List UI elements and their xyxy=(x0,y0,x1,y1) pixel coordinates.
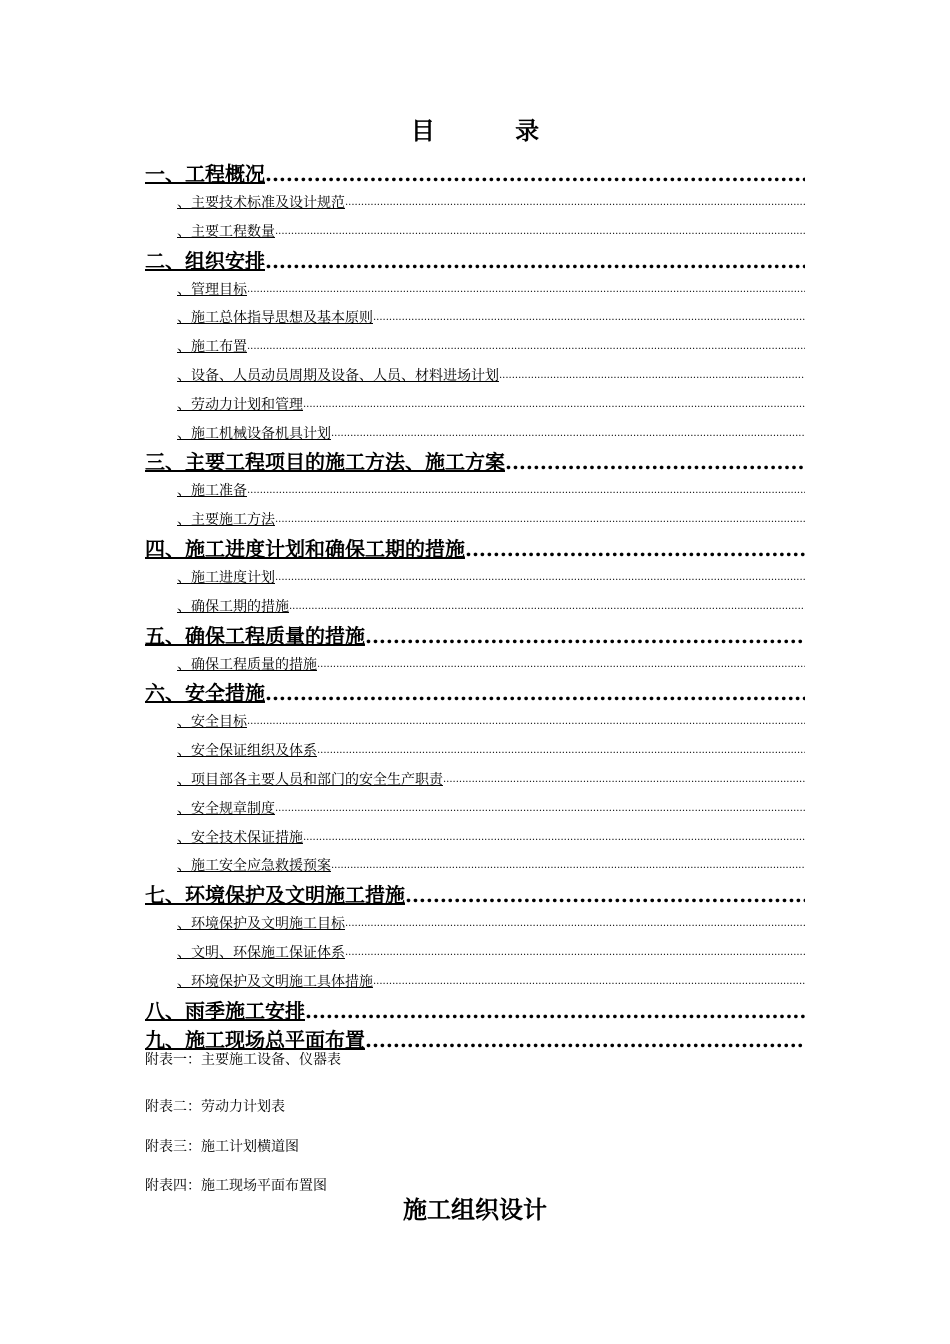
toc-entry-label: 、环境保护及文明施工目标 xyxy=(177,916,345,933)
toc-chapter-entry[interactable] xyxy=(145,679,805,708)
toc-entry-label: 、主要技术标准及设计规范 xyxy=(177,195,345,211)
toc-leader-dots xyxy=(275,506,805,535)
toc-section-entry[interactable] xyxy=(145,333,805,362)
toc-leader-dots xyxy=(289,593,805,622)
toc-entry-label: 、主要施工方法 xyxy=(177,512,275,529)
toc-entry-label: 、施工机械设备机具计划 xyxy=(177,425,331,442)
toc-chapter-entry[interactable] xyxy=(145,160,805,189)
toc-entry-label: 七、环境保护及文明施工措施 xyxy=(145,883,405,908)
toc-leader-dots xyxy=(247,477,805,506)
toc-leader-dots xyxy=(265,247,805,276)
appendix-item: 附表三：施工计划横道图 xyxy=(145,1139,299,1155)
toc-section-entry[interactable] xyxy=(145,795,805,824)
toc-section-entry[interactable] xyxy=(145,824,805,853)
document-title: 施工组织设计 xyxy=(403,1195,547,1224)
toc-section-entry[interactable] xyxy=(145,189,805,218)
toc-leader-dots xyxy=(303,824,805,853)
toc-chapter-entry[interactable] xyxy=(145,448,805,477)
toc-leader-dots xyxy=(365,622,805,651)
toc-section-entry[interactable] xyxy=(145,737,805,766)
toc-leader-dots xyxy=(373,304,805,333)
toc-entry-label: 、项目部各主要人员和部门的安全生产职责 xyxy=(177,771,443,788)
toc-leader-dots xyxy=(317,737,805,766)
toc-entry-label: 三、主要工程项目的施工方法、施工方案 xyxy=(145,450,505,475)
toc-entry-label: 、施工进度计划 xyxy=(177,569,275,586)
toc-entry-label: 一、工程概况 xyxy=(145,162,265,186)
toc-entry-label: 、施工总体指导思想及基本原则 xyxy=(177,310,373,327)
toc-section-entry[interactable] xyxy=(145,593,805,622)
toc-leader-dots xyxy=(265,160,805,189)
toc-leader-dots xyxy=(405,881,805,910)
toc-section-entry[interactable] xyxy=(145,564,805,593)
toc-entry-label: 、主要工程数量 xyxy=(177,223,275,240)
toc-entry-label: 、安全技术保证措施 xyxy=(177,829,303,846)
toc-entry-label: 、设备、人员动员周期及设备、人员、材料进场计划 xyxy=(177,367,499,384)
toc-section-entry[interactable] xyxy=(145,362,805,391)
toc-section-entry[interactable] xyxy=(145,391,805,420)
toc-entry-label: 、施工准备 xyxy=(177,483,247,500)
toc-leader-dots xyxy=(443,766,805,795)
toc-section-entry[interactable] xyxy=(145,766,805,795)
toc-leader-dots xyxy=(247,708,805,737)
toc-entry-label: 九、施工现场总平面布置 xyxy=(145,1027,365,1052)
toc-chapter-entry[interactable] xyxy=(145,997,805,1026)
toc-entry-label: 二、组织安排 xyxy=(145,248,265,273)
appendix-item: 附表一：主要施工设备、仪器表 xyxy=(145,1052,341,1068)
toc-leader-dots xyxy=(331,420,805,449)
toc-leader-dots xyxy=(317,651,805,680)
toc-leader-dots xyxy=(247,333,805,362)
toc-leader-dots xyxy=(247,276,805,305)
toc-section-entry[interactable] xyxy=(145,968,805,997)
toc-entry-label: 六、安全措施 xyxy=(145,681,265,706)
toc-section-entry[interactable] xyxy=(145,506,805,535)
toc-entry-label: 、施工布置 xyxy=(177,339,247,356)
toc-leader-dots xyxy=(345,939,805,968)
toc-section-entry[interactable] xyxy=(145,708,805,737)
toc-entry-label: 、安全规章制度 xyxy=(177,800,275,817)
toc-section-entry[interactable] xyxy=(145,218,805,247)
toc-leader-dots xyxy=(305,997,805,1026)
toc-entry-label: 五、确保工程质量的措施 xyxy=(145,623,365,648)
toc-leader-dots xyxy=(505,448,805,477)
toc-chapter-entry[interactable] xyxy=(145,881,805,910)
toc-leader-dots xyxy=(373,968,805,997)
toc-section-entry[interactable] xyxy=(145,304,805,333)
toc-entry-label: 、环境保护及文明施工具体措施 xyxy=(177,973,373,990)
appendix-item: 附表二：劳动力计划表 xyxy=(145,1099,285,1115)
toc-leader-dots xyxy=(275,218,805,247)
toc-leader-dots xyxy=(499,362,805,391)
appendix-item: 附表四：施工现场平面布置图 xyxy=(145,1178,327,1194)
toc-leader-dots xyxy=(345,189,805,218)
toc-section-entry[interactable] xyxy=(145,420,805,449)
toc-chapter-entry[interactable] xyxy=(145,247,805,276)
toc-leader-dots xyxy=(265,679,805,708)
toc-section-entry[interactable] xyxy=(145,651,805,680)
toc-entry-label: 、施工安全应急救援预案 xyxy=(177,858,331,875)
page-title: 目 录 xyxy=(410,116,576,145)
toc-section-entry[interactable] xyxy=(145,939,805,968)
toc-entry-label: 、安全保证组织及体系 xyxy=(177,743,317,760)
toc-leader-dots xyxy=(345,910,805,939)
toc-leader-dots xyxy=(303,391,805,420)
toc-section-entry[interactable] xyxy=(145,852,805,881)
toc-chapter-entry[interactable] xyxy=(145,535,805,564)
toc-entry-label: 四、施工进度计划和确保工期的措施 xyxy=(145,536,465,561)
toc-section-entry[interactable] xyxy=(145,477,805,506)
toc-entry-label: 、安全目标 xyxy=(177,714,247,731)
toc-entry-label: 、确保工程质量的措施 xyxy=(177,656,317,673)
toc-entry-label: 、确保工期的措施 xyxy=(177,598,289,615)
toc-entry-label: 、劳动力计划和管理 xyxy=(177,396,303,413)
toc-leader-dots xyxy=(275,795,805,824)
table-of-contents xyxy=(145,160,805,1055)
toc-section-entry[interactable] xyxy=(145,910,805,939)
toc-entry-label: 、管理目标 xyxy=(177,281,247,298)
toc-leader-dots xyxy=(465,535,805,564)
toc-leader-dots xyxy=(331,852,805,881)
toc-entry-label: 、文明、环保施工保证体系 xyxy=(177,944,345,961)
toc-leader-dots xyxy=(275,564,805,593)
toc-entry-label: 八、雨季施工安排 xyxy=(145,998,305,1023)
toc-section-entry[interactable] xyxy=(145,276,805,305)
toc-chapter-entry[interactable] xyxy=(145,622,805,651)
